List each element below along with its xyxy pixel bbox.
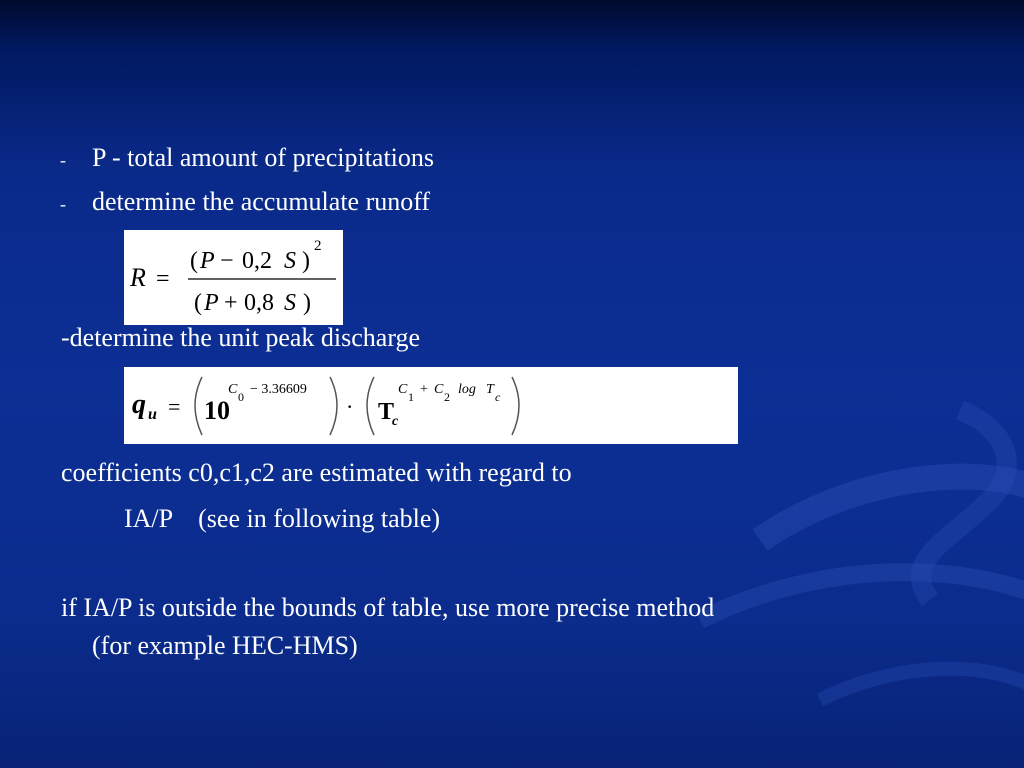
eq-den-close: ) (303, 290, 311, 316)
paren-left-2 (367, 377, 374, 435)
eq-num-exponent: 2 (314, 238, 322, 254)
eq-den-plus: + (224, 290, 238, 316)
bounds-example-text: (for example HEC-HMS) (92, 631, 358, 660)
eq-exp1-c-sub: 0 (238, 390, 244, 404)
eq-num-open: ( (190, 248, 198, 274)
eq-den-open: ( (194, 290, 202, 316)
paren-left-1 (195, 377, 202, 435)
coefficients-ratio-text: IA/P (see in following table) (124, 504, 441, 533)
eq-num-p: P (200, 248, 215, 274)
eq-t: T (378, 399, 395, 425)
eq-exp2-c2-sub: 2 (444, 390, 450, 404)
eq-q-sub: u (148, 406, 157, 423)
bullet-text: determine the accumulate runoff (92, 187, 431, 216)
bullet-text: P - total amount of precipitations (92, 143, 435, 172)
eq-den-coef: 0,8 (244, 290, 274, 316)
peak-discharge-heading: -determine the unit peak discharge (61, 323, 421, 352)
eq-ten: 10 (204, 396, 230, 425)
paren-right-1 (330, 377, 337, 435)
peak-discharge-equation (124, 367, 738, 444)
eq-exp2-c1-sub: 1 (408, 390, 414, 404)
eq-lhs: R (130, 263, 146, 292)
bullet-marker: - (60, 194, 66, 214)
eq-q: q (132, 389, 146, 420)
eq-exp2-c1: C (398, 382, 408, 397)
eq-num-s: S (284, 248, 296, 274)
eq-dot: · (346, 394, 354, 419)
coefficients-text: coefficients c0,c1,c2 are estimated with regard to (61, 458, 572, 487)
eq-num-coef: 0,2 (242, 248, 272, 274)
bullet-marker: - (60, 150, 66, 170)
eq-num-minus: − (220, 248, 234, 274)
eq-num-close: ) (302, 248, 310, 274)
eq-den-s: S (284, 290, 296, 316)
paren-right-2 (512, 377, 519, 435)
eq-exp2-plus: + (420, 382, 428, 397)
eq-exp2-log: log (458, 382, 476, 397)
eq-exp2-c2: C (434, 382, 444, 397)
eq-equals: = (168, 394, 181, 419)
runoff-equation (124, 230, 343, 325)
eq-exp2-t-sub: c (495, 390, 501, 404)
eq-exp2-t: T (486, 382, 494, 397)
eq-exp1-rest: − 3.36609 (250, 382, 307, 397)
eq-den-p: P (204, 290, 219, 316)
eq-exp1-c: C (228, 382, 238, 397)
eq-t-sub: c (392, 414, 399, 429)
eq-equals: = (156, 266, 170, 292)
bounds-text: if IA/P is outside the bounds of table, use more precise method (61, 593, 715, 622)
